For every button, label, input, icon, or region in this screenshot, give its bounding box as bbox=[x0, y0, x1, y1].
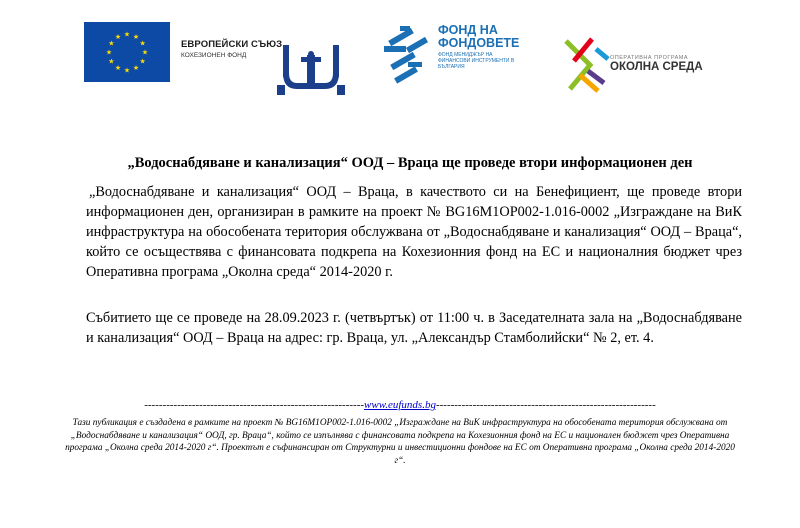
eu-star-icon: ★ bbox=[139, 39, 146, 48]
eu-logo-line2: КОХЕЗИОНЕН ФОНД bbox=[181, 52, 247, 59]
fund-logo-line2: ФОНДОВЕТЕ bbox=[438, 36, 520, 50]
op-logo-big: ОКОЛНА СРЕДА bbox=[610, 61, 703, 73]
eu-logo-text bbox=[181, 39, 282, 59]
fund-logo-line3: ФОНД МЕНИДЖЪР НА ФИНАНСОВИ ИНСТРУМЕНТИ В БЪЛГАРИЯ bbox=[438, 52, 515, 70]
eu-star-icon: ★ bbox=[114, 64, 122, 73]
eu-star-icon: ★ bbox=[132, 64, 140, 73]
eu-star-icon: ★ bbox=[132, 32, 140, 41]
footer-disclaimer: Тази публикация е създадена в рамките на проект № BG16M1OP002-1.016-0002 „Изграждане на ВиК инфраструктура на обособената територия обслужвана от „Водоснабдяване и канализация“ ООД, гр. Враца“, който се изпълнява с финансовата подкрепа на Кохезионния фонд на ЕС и национален бюджет чрез Оперативна програма „Околна среда 2014-2020 г“. Проектът е съфинансиран от Структурни и инвестиционни фондове на ЕС от Оперативна програма „Околна среда 2014-2020 г“. bbox=[65, 418, 735, 466]
eu-star-icon: ★ bbox=[108, 57, 115, 66]
eufunds-link[interactable]: www.eufunds.bg bbox=[364, 399, 436, 411]
water-utility-logo-icon bbox=[277, 45, 345, 97]
op-logo-text bbox=[610, 55, 703, 73]
fund-of-funds-logo-icon bbox=[382, 24, 440, 84]
fund-logo-text bbox=[438, 24, 519, 70]
document-title: „Водоснабдяване и канализация“ ООД – Враца ще проведе втори информационен ден bbox=[127, 155, 693, 171]
eu-star-icon: ★ bbox=[108, 39, 115, 48]
op-logo-small: ОПЕРАТИВНА ПРОГРАМА bbox=[610, 55, 689, 61]
footer-dashes-right: ------------------------------------------------------------ bbox=[435, 399, 656, 411]
eu-stars-icon bbox=[84, 22, 170, 82]
eu-star-icon: ★ bbox=[114, 32, 122, 41]
footer-dashes-left: ------------------------------------------------------------ bbox=[144, 399, 365, 411]
eu-star-icon: ★ bbox=[139, 57, 146, 66]
eu-logo-line1: ЕВРОПЕЙСКИ СЪЮЗ bbox=[181, 39, 283, 50]
footer-link-line bbox=[130, 399, 670, 411]
eu-star-icon: ★ bbox=[141, 48, 149, 57]
eu-star-icon: ★ bbox=[123, 30, 131, 39]
paragraph-project-info: „Водоснабдяване и канализация“ ООД – Враца, в качеството си на Бенефициент, ще проведе втори информационен ден, организиран в рамките на проект № BG16M1OP002-1.016-0002 „Изграждане на ВиК инфраструктура на обособената територия обслужвана от „Водоснабдяване и канализация“ ООД – Враца“, който се осъществява с финансовата подкрепа на Кохезионния фонд на ЕС и националния бюджет чрез Оперативна програма „Околна среда“ 2014-2020 г. bbox=[86, 184, 742, 280]
eu-star-icon: ★ bbox=[123, 66, 131, 75]
fund-logo-line1: ФОНД НА bbox=[438, 23, 498, 37]
paragraph-event-details: Събитието ще се проведе на 28.09.2023 г. (четвъртък) от 11:00 ч. в Заседателната зала на „Водоснабдяване и канализация“ ООД – Враца на адрес: гр. Враца, ул. „Александър Стамболийски“ № 2, ет. 4. bbox=[86, 310, 742, 346]
eu-flag-logo bbox=[84, 22, 170, 82]
eu-star-icon: ★ bbox=[105, 48, 113, 57]
